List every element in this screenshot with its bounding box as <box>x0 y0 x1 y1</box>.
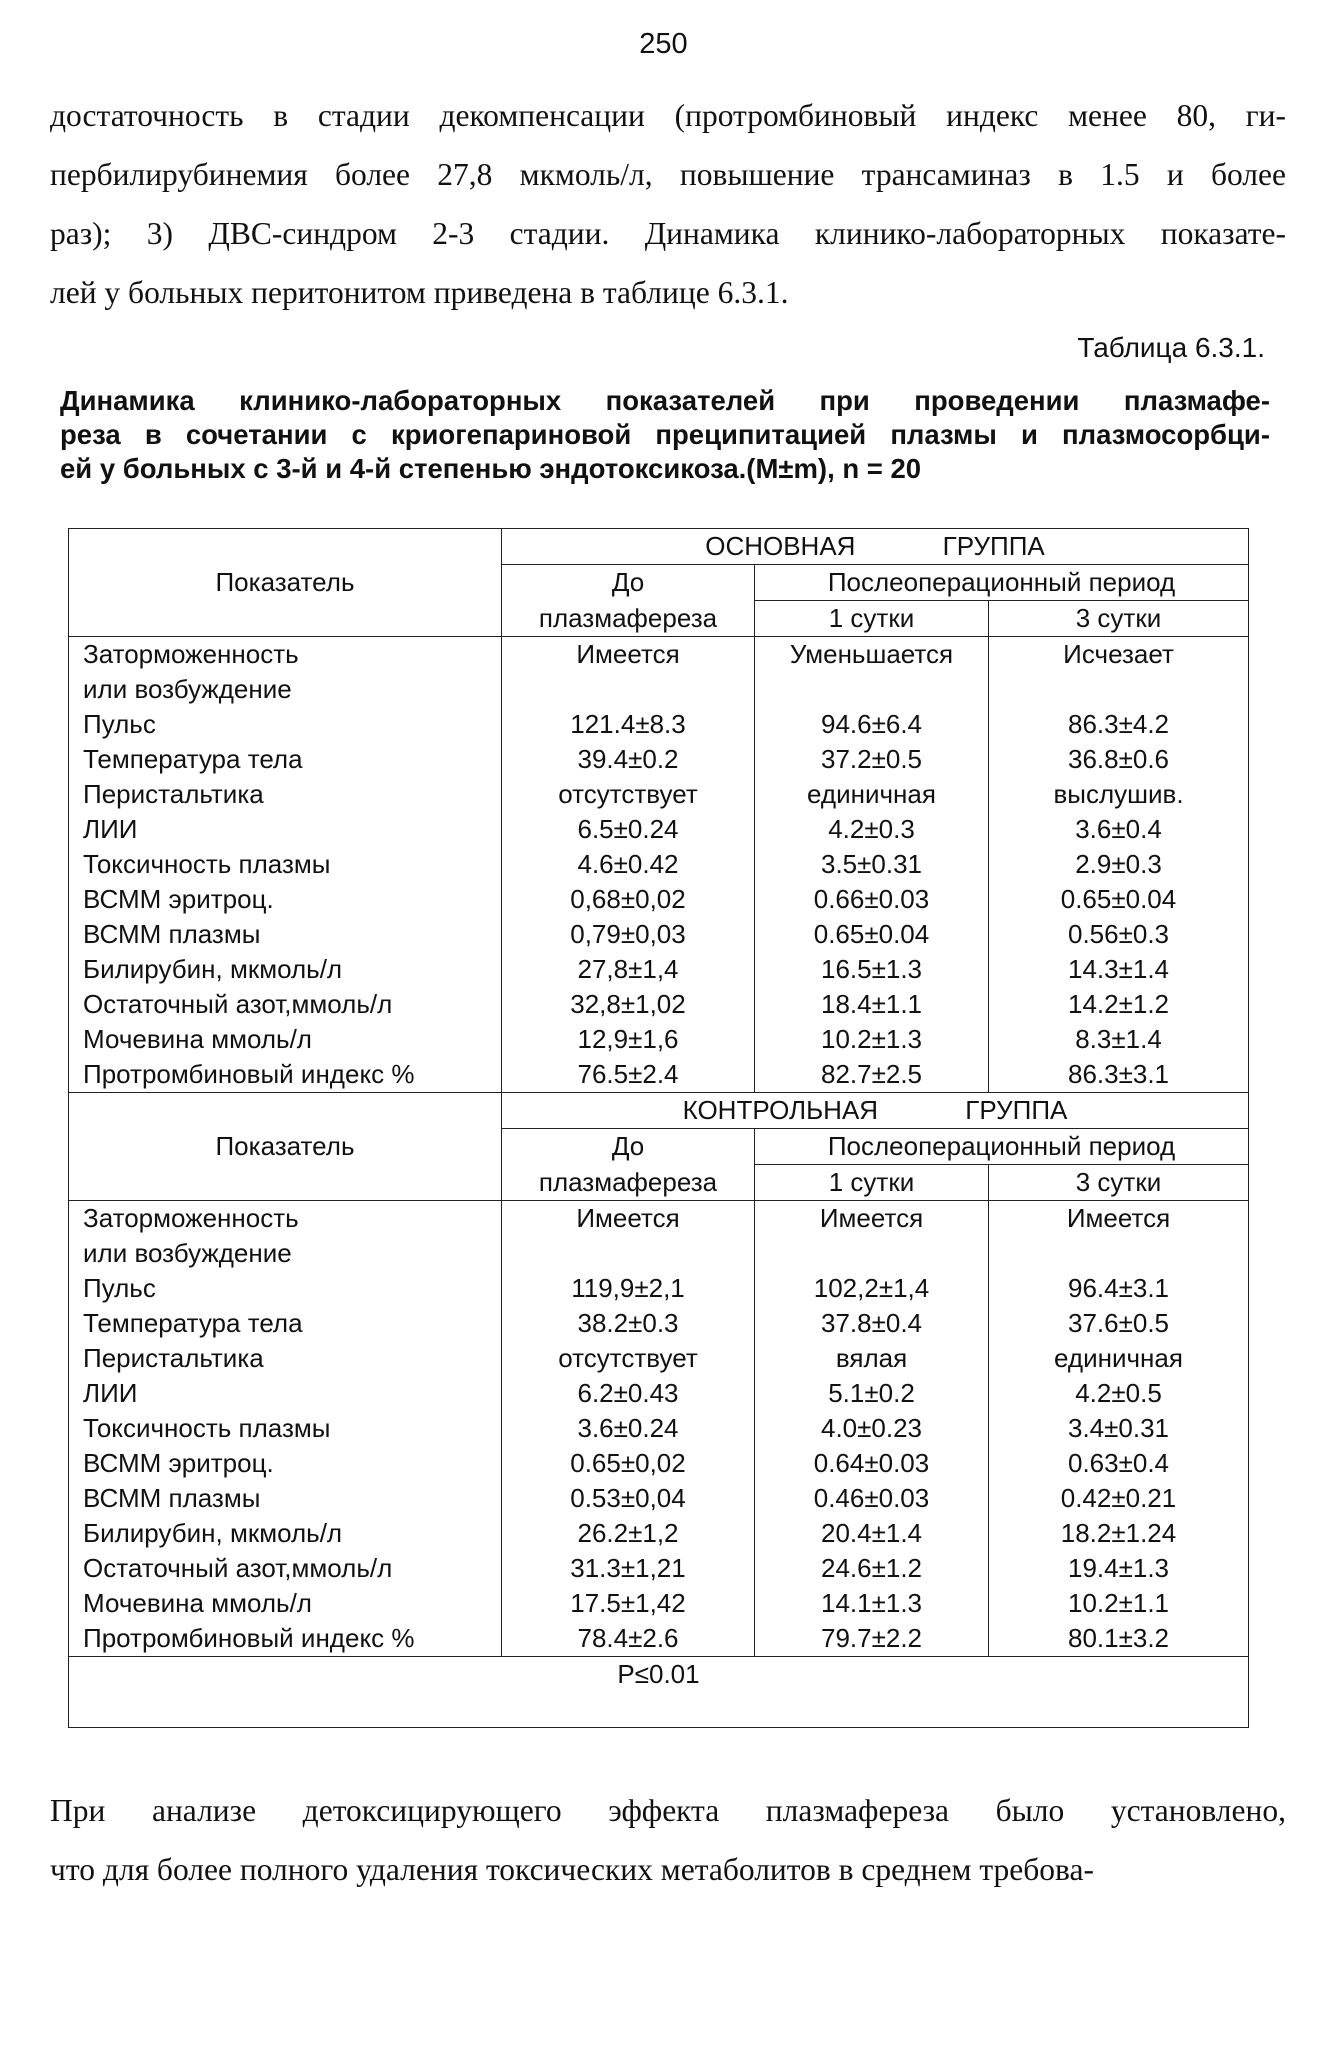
before-value-cell: 3.6±0.24 <box>502 1411 755 1446</box>
control-group-section <box>69 1093 1249 1657</box>
before-value-cell <box>502 672 755 707</box>
indicator-cell: Пульс <box>69 707 502 742</box>
table-row <box>69 1621 1249 1657</box>
control-before-header-1: До <box>502 1129 755 1165</box>
main-before-header-2: плазмафереза <box>502 601 755 637</box>
table-row <box>69 1341 1249 1376</box>
indicator-cell: ВСММ эритроц. <box>69 882 502 917</box>
day3-value-cell: 3.4±0.31 <box>989 1411 1249 1446</box>
caption-line: Динамика клинико-лабораторных показателей при проведении плазмафе- <box>60 385 1270 416</box>
day3-value-cell: 8.3±1.4 <box>989 1022 1249 1057</box>
table-row <box>69 1022 1249 1057</box>
main-period-header: Послеоперационный период <box>755 565 1249 601</box>
day1-value-cell: 4.2±0.3 <box>755 812 989 847</box>
before-value-cell: 26.2±1,2 <box>502 1516 755 1551</box>
day3-value-cell: 86.3±4.2 <box>989 707 1249 742</box>
before-value-cell: 0,68±0,02 <box>502 882 755 917</box>
data-table <box>68 528 1249 1728</box>
day3-value-cell: 3.6±0.4 <box>989 812 1249 847</box>
intro-line: лей у больных перитонитом приведена в таблице 6.3.1. <box>50 275 789 310</box>
day1-value-cell <box>755 672 989 707</box>
table-row <box>69 917 1249 952</box>
before-value-cell: 31.3±1,21 <box>502 1551 755 1586</box>
day3-value-cell: 0.65±0.04 <box>989 882 1249 917</box>
before-value-cell: 38.2±0.3 <box>502 1306 755 1341</box>
before-value-cell: 4.6±0.42 <box>502 847 755 882</box>
table-row <box>69 742 1249 777</box>
table-row <box>69 1551 1249 1586</box>
day3-value-cell: Исчезает <box>989 637 1249 673</box>
table-row <box>69 1236 1249 1271</box>
control-group-title: КОНТРОЛЬНАЯ ГРУППА <box>502 1093 1249 1129</box>
indicator-cell: Перистальтика <box>69 1341 502 1376</box>
table-row <box>69 777 1249 812</box>
indicator-cell: Мочевина ммоль/л <box>69 1022 502 1057</box>
day1-value-cell: 14.1±1.3 <box>755 1586 989 1621</box>
before-value-cell: 76.5±2.4 <box>502 1057 755 1093</box>
indicator-cell: Температура тела <box>69 1306 502 1341</box>
before-value-cell: Имеется <box>502 1201 755 1237</box>
day3-value-cell: 36.8±0.6 <box>989 742 1249 777</box>
day1-value-cell: Уменьшается <box>755 637 989 673</box>
table-row <box>69 812 1249 847</box>
table-row <box>69 1306 1249 1341</box>
day1-value-cell: 102,2±1,4 <box>755 1271 989 1306</box>
before-value-cell: 78.4±2.6 <box>502 1621 755 1657</box>
outro-line: что для более полного удаления токсических метаболитов в среднем требова- <box>50 1852 1094 1887</box>
day3-value-cell: 10.2±1.1 <box>989 1586 1249 1621</box>
outro-paragraph <box>50 1781 1286 1899</box>
day1-value-cell: 10.2±1.3 <box>755 1022 989 1057</box>
day3-value-cell: 14.2±1.2 <box>989 987 1249 1022</box>
before-value-cell: 0,79±0,03 <box>502 917 755 952</box>
indicator-cell: Мочевина ммоль/л <box>69 1586 502 1621</box>
indicator-cell: Билирубин, мкмоль/л <box>69 952 502 987</box>
day3-value-cell <box>989 1236 1249 1271</box>
table-row <box>69 637 1249 673</box>
table-row <box>69 1446 1249 1481</box>
day1-value-cell <box>755 1236 989 1271</box>
day1-value-cell: 37.2±0.5 <box>755 742 989 777</box>
day1-value-cell: единичная <box>755 777 989 812</box>
before-value-cell: 32,8±1,02 <box>502 987 755 1022</box>
before-value-cell: 119,9±2,1 <box>502 1271 755 1306</box>
main-group-section <box>69 529 1249 1093</box>
page-number: 250 <box>639 28 688 60</box>
day3-value-cell: 18.2±1.24 <box>989 1516 1249 1551</box>
before-value-cell: 17.5±1,42 <box>502 1586 755 1621</box>
day1-value-cell: 16.5±1.3 <box>755 952 989 987</box>
before-value-cell: 6.5±0.24 <box>502 812 755 847</box>
indicator-cell: или возбуждение <box>69 1236 502 1271</box>
day3-value-cell: 0.63±0.4 <box>989 1446 1249 1481</box>
day1-value-cell: 0.64±0.03 <box>755 1446 989 1481</box>
day1-value-cell: 0.65±0.04 <box>755 917 989 952</box>
p-value-row <box>69 1657 1249 1728</box>
table-row <box>69 1271 1249 1306</box>
indicator-cell: Протромбиновый индекс % <box>69 1621 502 1657</box>
indicator-cell: или возбуждение <box>69 672 502 707</box>
control-day1-header: 1 сутки <box>755 1165 989 1201</box>
day3-value-cell: 0.42±0.21 <box>989 1481 1249 1516</box>
before-value-cell: 6.2±0.43 <box>502 1376 755 1411</box>
indicator-cell: ЛИИ <box>69 812 502 847</box>
day1-value-cell: 4.0±0.23 <box>755 1411 989 1446</box>
day3-value-cell: 2.9±0.3 <box>989 847 1249 882</box>
intro-line: раз); 3) ДВС-синдром 2-3 стадии. Динамика клинико-лабораторных показате- <box>50 216 1286 251</box>
day1-value-cell: 0.66±0.03 <box>755 882 989 917</box>
p-value-section <box>69 1657 1249 1728</box>
indicator-cell: ВСММ плазмы <box>69 1481 502 1516</box>
main-group-title: ОСНОВНАЯ ГРУППА <box>502 529 1249 565</box>
indicator-cell: Перистальтика <box>69 777 502 812</box>
table-row <box>69 1057 1249 1093</box>
control-group-header-row <box>69 1093 1249 1129</box>
before-value-cell: отсутствует <box>502 777 755 812</box>
day3-value-cell: 80.1±3.2 <box>989 1621 1249 1657</box>
day1-value-cell: 79.7±2.2 <box>755 1621 989 1657</box>
control-day3-header: 3 сутки <box>989 1165 1249 1201</box>
indicator-cell: ВСММ плазмы <box>69 917 502 952</box>
day3-value-cell: выслушив. <box>989 777 1249 812</box>
day3-value-cell: 19.4±1.3 <box>989 1551 1249 1586</box>
table-row <box>69 952 1249 987</box>
before-value-cell: 0.65±0,02 <box>502 1446 755 1481</box>
before-value-cell: отсутствует <box>502 1341 755 1376</box>
before-value-cell: Имеется <box>502 637 755 673</box>
day1-value-cell: 20.4±1.4 <box>755 1516 989 1551</box>
day1-value-cell: 37.8±0.4 <box>755 1306 989 1341</box>
intro-paragraph <box>50 86 1286 322</box>
day3-value-cell: единичная <box>989 1341 1249 1376</box>
indicator-cell: Температура тела <box>69 742 502 777</box>
control-indicator-header: Показатель <box>69 1093 502 1201</box>
indicator-cell: Остаточный азот,ммоль/л <box>69 1551 502 1586</box>
indicator-cell: Билирубин, мкмоль/л <box>69 1516 502 1551</box>
table-row <box>69 1516 1249 1551</box>
table-row <box>69 1411 1249 1446</box>
main-day3-header: 3 сутки <box>989 601 1249 637</box>
day3-value-cell: 14.3±1.4 <box>989 952 1249 987</box>
before-value-cell: 27,8±1,4 <box>502 952 755 987</box>
day1-value-cell: 94.6±6.4 <box>755 707 989 742</box>
table-row <box>69 847 1249 882</box>
caption-line: ей у больных с 3-й и 4-й степенью эндотоксикоза.(M±m), n = 20 <box>60 453 922 484</box>
main-indicator-header: Показатель <box>69 529 502 637</box>
day3-value-cell: 37.6±0.5 <box>989 1306 1249 1341</box>
day3-value-cell: 96.4±3.1 <box>989 1271 1249 1306</box>
table-row <box>69 987 1249 1022</box>
indicator-cell: Пульс <box>69 1271 502 1306</box>
table-row <box>69 882 1249 917</box>
indicator-cell: ЛИИ <box>69 1376 502 1411</box>
intro-line: пербилирубинемия более 27,8 мкмоль/л, повышение трансаминаз в 1.5 и более <box>50 157 1286 192</box>
p-value: P≤0.01 <box>69 1657 1249 1728</box>
indicator-cell: Заторможенность <box>69 637 502 673</box>
table-row <box>69 1586 1249 1621</box>
main-before-header-1: До <box>502 565 755 601</box>
day3-value-cell <box>989 672 1249 707</box>
outro-line: При анализе детоксицирующего эффекта плазмафереза было установлено, <box>50 1793 1286 1828</box>
indicator-cell: Токсичность плазмы <box>69 1411 502 1446</box>
day1-value-cell: Имеется <box>755 1201 989 1237</box>
day3-value-cell: Имеется <box>989 1201 1249 1237</box>
before-value-cell: 12,9±1,6 <box>502 1022 755 1057</box>
indicator-cell: Токсичность плазмы <box>69 847 502 882</box>
table-row <box>69 1481 1249 1516</box>
indicator-cell: Протромбиновый индекс % <box>69 1057 502 1093</box>
caption-line: реза в сочетании с криогепариновой преципитацией плазмы и плазмосорбци- <box>60 419 1270 450</box>
control-period-header: Послеоперационный период <box>755 1129 1249 1165</box>
indicator-cell: Заторможенность <box>69 1201 502 1237</box>
table-row <box>69 707 1249 742</box>
day3-value-cell: 4.2±0.5 <box>989 1376 1249 1411</box>
main-day1-header: 1 сутки <box>755 601 989 637</box>
intro-line: достаточность в стадии декомпенсации (протромбиновый индекс менее 80, ги- <box>50 98 1286 133</box>
day1-value-cell: вялая <box>755 1341 989 1376</box>
main-group-header-row <box>69 529 1249 565</box>
before-value-cell: 0.53±0,04 <box>502 1481 755 1516</box>
day1-value-cell: 0.46±0.03 <box>755 1481 989 1516</box>
control-before-header-2: плазмафереза <box>502 1165 755 1201</box>
before-value-cell <box>502 1236 755 1271</box>
indicator-cell: Остаточный азот,ммоль/л <box>69 987 502 1022</box>
day1-value-cell: 18.4±1.1 <box>755 987 989 1022</box>
before-value-cell: 121.4±8.3 <box>502 707 755 742</box>
table-row <box>69 1376 1249 1411</box>
table-label: Таблица 6.3.1. <box>1077 332 1265 363</box>
day1-value-cell: 3.5±0.31 <box>755 847 989 882</box>
day1-value-cell: 24.6±1.2 <box>755 1551 989 1586</box>
table-row <box>69 1201 1249 1237</box>
day3-value-cell: 86.3±3.1 <box>989 1057 1249 1093</box>
indicator-cell: ВСММ эритроц. <box>69 1446 502 1481</box>
before-value-cell: 39.4±0.2 <box>502 742 755 777</box>
day1-value-cell: 82.7±2.5 <box>755 1057 989 1093</box>
table-caption <box>60 384 1270 486</box>
day3-value-cell: 0.56±0.3 <box>989 917 1249 952</box>
table-row <box>69 672 1249 707</box>
day1-value-cell: 5.1±0.2 <box>755 1376 989 1411</box>
